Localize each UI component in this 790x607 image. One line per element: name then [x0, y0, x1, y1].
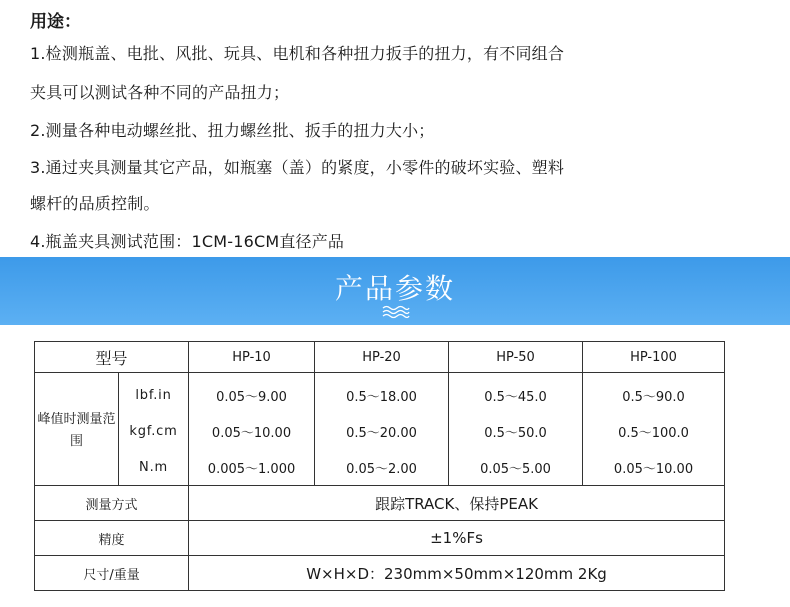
usage-line-3: 2.测量各种电动螺丝批、扭力螺丝批、扳手的扭力大小；: [30, 121, 435, 140]
usage-line-5: 螺杆的品质控制。: [30, 194, 160, 213]
range-value: 0.05～9.00: [189, 373, 315, 414]
range-value: 0.05～10.00: [189, 413, 315, 449]
model-hp20: HP-20: [315, 342, 449, 373]
range-row-lbfin: [35, 373, 725, 414]
range-value: 0.05～5.00: [449, 449, 583, 486]
mode-row: [35, 486, 725, 521]
accuracy-label: 精度: [35, 521, 189, 556]
accuracy-value: ±1%Fs: [189, 521, 725, 556]
usage-line-1: 1.检测瓶盖、电批、风批、玩具、电机和各种扭力扳手的扭力，有不同组合: [30, 44, 565, 63]
usage-title: 用途：: [30, 12, 81, 32]
banner-title: 产品参数: [334, 272, 455, 305]
size-label: 尺寸/重量: [35, 556, 189, 591]
model-label: 型号: [35, 342, 189, 373]
range-value: 0.5～45.0: [449, 373, 583, 414]
product-params-table: [34, 341, 725, 591]
usage-line-4: 3.通过夹具测量其它产品，如瓶塞（盖）的紧度，小零件的破坏实验、塑料: [30, 158, 565, 177]
size-row: [35, 556, 725, 591]
range-value: 0.5～90.0: [583, 373, 725, 414]
range-value: 0.5～50.0: [449, 413, 583, 449]
model-row: [35, 342, 725, 373]
model-hp50: HP-50: [449, 342, 583, 373]
range-value: 0.05～10.00: [583, 449, 725, 486]
wave-icon: [382, 305, 410, 319]
range-value: 0.5～18.00: [315, 373, 449, 414]
unit-nm: N.m: [119, 449, 189, 486]
range-value: 0.005～1.000: [189, 449, 315, 486]
range-value: 0.5～20.00: [315, 413, 449, 449]
usage-line-6: 4.瓶盖夹具测试范围：1CM-16CM直径产品: [30, 232, 345, 251]
range-value: 0.5～100.0: [583, 413, 725, 449]
mode-label: 测量方式: [35, 486, 189, 521]
accuracy-row: [35, 521, 725, 556]
usage-line-2: 夹具可以测试各种不同的产品扭力；: [30, 83, 290, 102]
range-row-kgfcm: [35, 413, 725, 449]
range-label: 峰值时测量范围: [35, 373, 119, 486]
model-hp100: HP-100: [583, 342, 725, 373]
range-value: 0.05～2.00: [315, 449, 449, 486]
unit-kgfcm: kgf.cm: [119, 413, 189, 449]
model-hp10: HP-10: [189, 342, 315, 373]
mode-value: 跟踪TRACK、保持PEAK: [189, 486, 725, 521]
unit-lbfin: lbf.in: [119, 373, 189, 414]
size-value: W×H×D：230mm×50mm×120mm 2Kg: [189, 556, 725, 591]
section-banner: [0, 257, 790, 325]
range-row-nm: [35, 449, 725, 486]
